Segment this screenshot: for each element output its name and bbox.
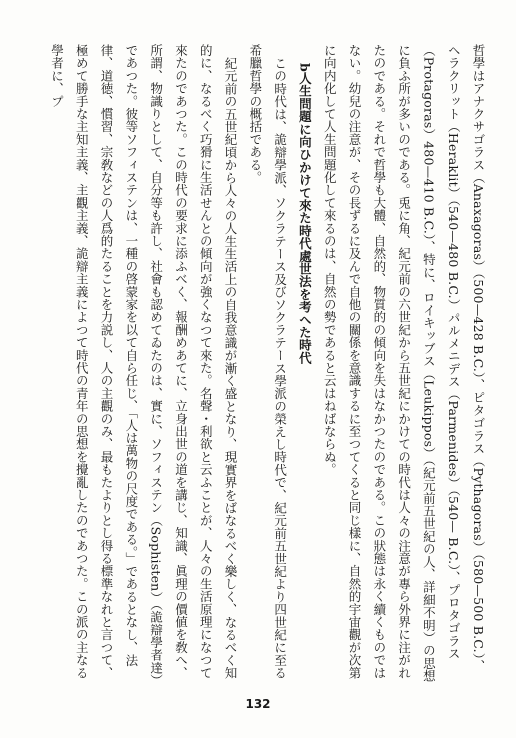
paragraph-sophists: 紀元前の五世紀頃から人々の人生生活上の自我意識が漸く盛となり、現實界をばなるべく樂しく、なるべく知的に、なるべく巧猾に生活せんとの傾向が強くなつて來た。名聲・利欲と云ふことが、人々の生活原理になつて來たのであつた。この時代の要求に添ふべく、報酬めあてに、立身出世の道を講じ、知識、眞理の價値を敎へ、所謂、物識りとして、自分等も許し、社會も認めてゐたのは、實に、ソフィステン（Sophisten）（詭辯學者達）であつた。彼等ソフィステンは、一種の啓蒙家を以て自ら任じ、「人は萬物の尺度である。」であるとなし、法律、道徳、慣習、宗敎などの人爲的たることを力説し、人の主觀のみ、最もたよりとし得る標準なれと言つて、極めて勝手な主知主義、主觀主義、詭辯主義によつて時代の青年の思想を攪亂したのであつた。この派の主なる學者に、プ [49, 44, 239, 681]
paragraph-era-summary: この時代は、詭辯學派、ソクラテース及びソクラテース學派の榮えし時代で、紀元前五世紀より四世紀に至る希臘哲學の概括である。 [247, 44, 288, 679]
section-heading-text: 人生問題に向ひかけて來た時代處世法を考へた時代 [297, 71, 313, 364]
section-letter: b [297, 62, 313, 72]
page-number: 132 [245, 697, 271, 711]
vertical-text-body [24, 44, 490, 684]
paragraph-philosophy-origins: 哲學はアナクサゴラス（Anaxagoras）（500—428 B.C.）、ピタゴラス（Pythagoras）（580—500 B.C.）、ヘラクリット（Heraklit）（540—480 B.C.）パルメニデス（Parmenides）（540— B.C.）、プロタゴラス（Protagoras）480—410 B.C.）、特に、ロイキッブス（Leukippos）（紀元前五世紀の人、詳細不明）の思想に負ふ所が多いのである。兎に角、紀元前の六世紀から五世紀にかけての時代は人々の注意が專ら外界に注がれたのである。それで哲學も大體、自然的、物質的の傾向を失はなかつたのである。この狀態は永く續くものではない。幼兒の注意が、その長ずるに及んで自他の關係を意識するに至つてくると同じ樣に、自然的宇宙觀が次第に向内化して人生問題化して來るのは、自然の勢であると云はねばならぬ。 [322, 44, 486, 683]
section-heading [292, 63, 317, 684]
